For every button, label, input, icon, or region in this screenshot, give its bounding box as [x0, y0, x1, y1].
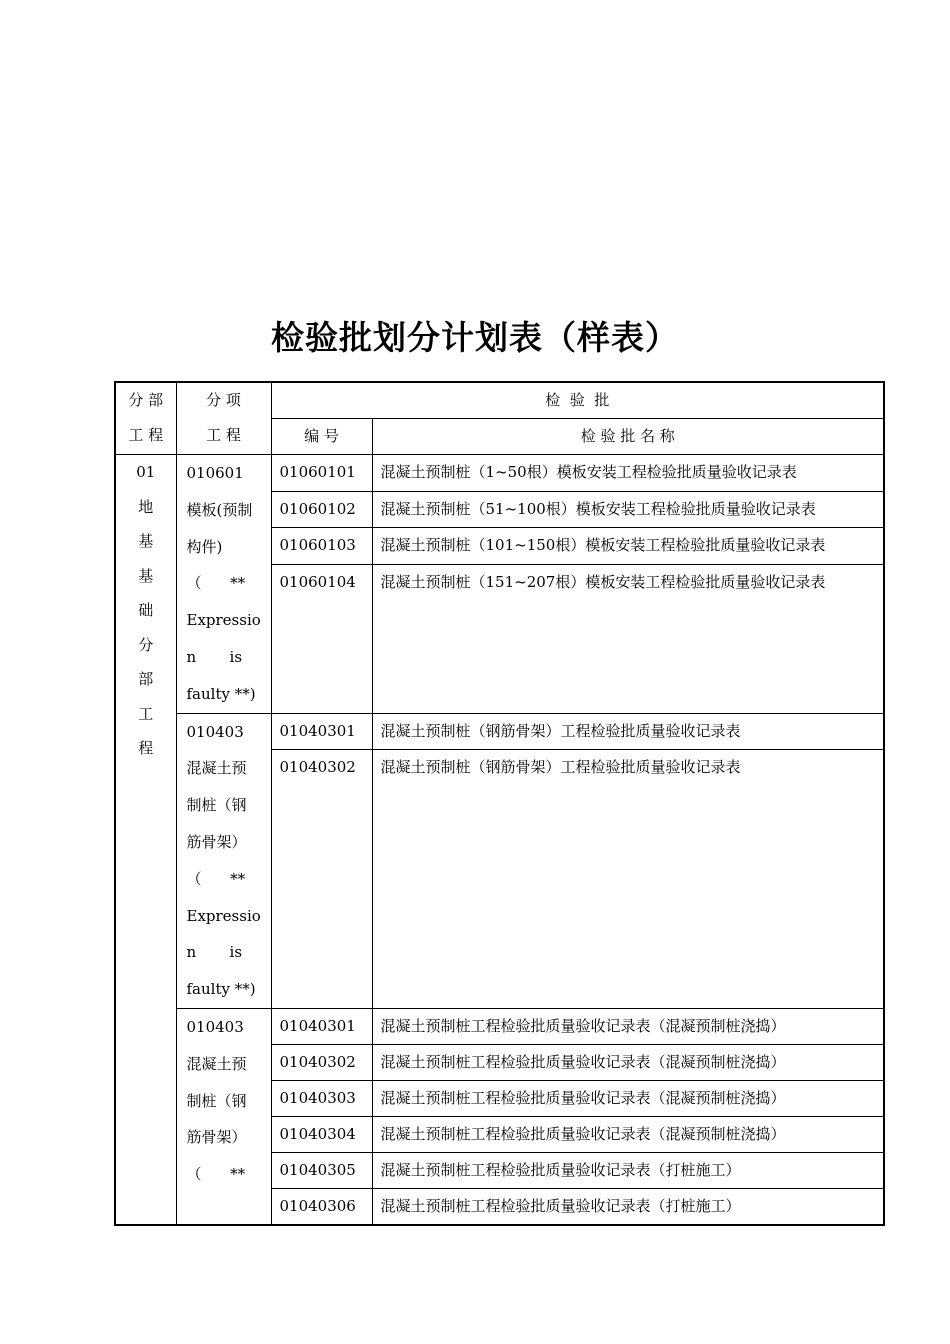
fenbu-char: 础	[138, 601, 154, 619]
fenbu-char: 分	[138, 635, 154, 654]
header-mingcheng: 检 验 批 名 称	[372, 419, 884, 455]
fenxiang-line: 制桩（钢	[186, 1091, 247, 1110]
fenxiang-line: faulty **)	[186, 980, 256, 999]
code-cell: 01040302	[271, 1044, 372, 1080]
code-cell: 01040304	[271, 1116, 372, 1152]
code-cell: 01040301	[271, 1008, 372, 1044]
header-fenxiang-line2: 工 程	[206, 426, 241, 444]
fenxiang-line: 筋骨架）	[186, 1128, 247, 1147]
table-row	[115, 1008, 884, 1044]
name-cell: 混凝土预制桩（101~150根）模板安装工程检验批质量验收记录表	[372, 528, 884, 565]
inspection-plan-table	[114, 381, 885, 1226]
fenxiang-line: 筋骨架）	[186, 832, 247, 851]
code-cell: 01060102	[271, 491, 372, 528]
code-cell: 01060104	[271, 564, 372, 713]
fenbu-char: 01	[136, 463, 156, 481]
header-fenxiang-line1: 分 项	[206, 391, 241, 409]
name-cell: 混凝土预制桩（151~207根）模板安装工程检验批质量验收记录表	[372, 564, 884, 713]
fenbu-char: 基	[138, 532, 154, 550]
fenxiang-line: （ **	[186, 869, 246, 888]
fenxiang-line: n is	[186, 647, 243, 666]
fenxiang-cell	[176, 713, 271, 1008]
fenbu-char: 地	[138, 497, 154, 516]
fenxiang-line: faulty **)	[186, 684, 256, 703]
fenxiang-line: （ **	[186, 574, 246, 593]
fenxiang-line: n is	[186, 943, 243, 962]
name-cell: 混凝土预制桩工程检验批质量验收记录表（混凝预制桩浇捣）	[372, 1008, 884, 1044]
table-row	[115, 455, 884, 492]
code-cell: 01040305	[271, 1152, 372, 1188]
name-cell: 混凝土预制桩（钢筋骨架）工程检验批质量验收记录表	[372, 713, 884, 749]
fenbu-char: 工	[138, 704, 154, 723]
name-cell: 混凝土预制桩工程检验批质量验收记录表（混凝预制桩浇捣）	[372, 1044, 884, 1080]
code-cell: 01040301	[271, 713, 372, 749]
fenxiang-line: Expressio	[186, 611, 261, 630]
table-row	[115, 713, 884, 749]
code-cell: 01060103	[271, 528, 372, 565]
name-cell: 混凝土预制桩（钢筋骨架）工程检验批质量验收记录表	[372, 749, 884, 1008]
header-fenbu-line2: 工 程	[128, 426, 164, 444]
fenxiang-cell	[176, 455, 271, 714]
fenbu-char: 部	[138, 670, 154, 688]
code-cell: 01060101	[271, 455, 372, 492]
fenbu-char: 程	[138, 739, 154, 757]
fenxiang-line: 混凝土预	[186, 759, 247, 778]
fenbu-cell	[115, 455, 176, 1225]
header-fenxiang	[176, 382, 271, 455]
fenbu-char: 基	[138, 566, 154, 585]
header-jianyanpi: 检 验 批	[271, 382, 884, 419]
code-cell: 01040303	[271, 1080, 372, 1116]
header-fenbu-line1: 分 部	[128, 391, 164, 409]
fenxiang-line: （ **	[186, 1165, 246, 1184]
name-cell: 混凝土预制桩工程检验批质量验收记录表（打桩施工）	[372, 1188, 884, 1225]
fenxiang-line: 模板(预制	[186, 500, 253, 519]
name-cell: 混凝土预制桩工程检验批质量验收记录表（混凝预制桩浇捣）	[372, 1080, 884, 1116]
name-cell: 混凝土预制桩工程检验批质量验收记录表（打桩施工）	[372, 1152, 884, 1188]
code-cell: 01040302	[271, 749, 372, 1008]
fenxiang-line: 制桩（钢	[186, 796, 247, 815]
fenxiang-line: 构件)	[186, 537, 223, 556]
name-cell: 混凝土预制桩（51~100根）模板安装工程检验批质量验收记录表	[372, 491, 884, 528]
header-bianhao: 编 号	[271, 419, 372, 455]
fenxiang-line: 010601	[186, 464, 244, 482]
fenxiang-line: Expressio	[186, 906, 261, 925]
fenxiang-line: 混凝土预	[186, 1054, 247, 1073]
page-title: 检验批划分计划表（样表）	[271, 318, 679, 357]
fenxiang-cell	[176, 1008, 271, 1225]
name-cell: 混凝土预制桩工程检验批质量验收记录表（混凝预制桩浇捣）	[372, 1116, 884, 1152]
fenxiang-line: 010403	[186, 722, 244, 741]
name-cell: 混凝土预制桩（1~50根）模板安装工程检验批质量验收记录表	[372, 455, 884, 492]
fenxiang-line: 010403	[186, 1017, 244, 1036]
code-cell: 01040306	[271, 1188, 372, 1225]
header-fenbu	[115, 382, 176, 455]
